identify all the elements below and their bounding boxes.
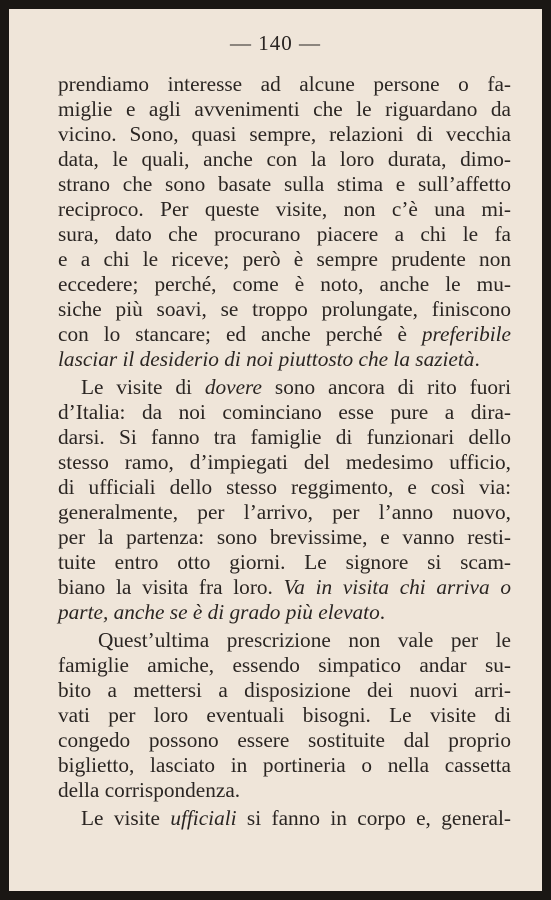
body-text [9, 9, 542, 891]
text-line [58, 575, 511, 600]
italic-text: preferibile [421, 322, 511, 346]
paragraph-first-line: Quest’ultima prescrizione non vale per le [98, 628, 511, 652]
text-line: data, le quali, anche con la loro durata, dimo- [58, 147, 511, 171]
book-page [9, 9, 542, 891]
italic-text: parte, anche se è di grado più elevato [58, 600, 380, 624]
text-line [58, 322, 511, 347]
text-line: reciproco. Per queste visite, non c’è una mi- [58, 197, 511, 221]
text-span: . [379, 600, 386, 624]
text-span: con lo stancare; ed anche perché è [58, 322, 422, 346]
italic-text: lasciar il desiderio di noi piuttosto che la sazietà [58, 347, 475, 371]
italic-text: Va in visita chi arriva o [283, 575, 511, 599]
text-span: . [474, 347, 480, 371]
text-line: della corrispondenza. [58, 778, 241, 802]
italic-text: dovere [204, 375, 263, 399]
text-line: generalmente, per l’arrivo, per l’anno nuovo, [58, 500, 511, 524]
text-line: famiglie amiche, essendo simpatico andar su- [58, 653, 511, 677]
text-line [58, 347, 511, 372]
text-line: sura, dato che procurano piacere a chi le fa [58, 222, 511, 246]
paragraph-first-line [81, 806, 511, 831]
text-line: e a chi le riceve; però è sempre prudente non [58, 247, 511, 271]
paragraph-first-line [81, 375, 511, 400]
text-line [58, 600, 511, 625]
text-line: stesso ramo, d’impiegati del medesimo ufficio, [58, 450, 511, 474]
page-number-header: — 140 — [230, 31, 321, 55]
text-span: biano la visita fra loro. [58, 575, 284, 599]
text-line: vicino. Sono, quasi sempre, relazioni di vecchia [58, 122, 511, 146]
text-span: sono ancora di rito fuori [262, 375, 512, 399]
text-line: siche più soavi, se troppo prolungate, finiscono [58, 297, 511, 321]
text-line: congedo possono essere sostituite dal proprio [58, 728, 511, 752]
text-line: prendiamo interesse ad alcune persone o fa- [58, 72, 511, 96]
text-line: miglie e agli avvenimenti che le riguardano da [58, 97, 511, 121]
text-span: Le visite [81, 806, 171, 830]
text-line: eccedere; perché, come è noto, anche le mu- [58, 272, 511, 296]
text-line: strano che sono basate sulla stima e sull’affetto [58, 172, 511, 196]
text-line: di ufficiali dello stesso reggimento, e così via: [58, 475, 511, 499]
text-line: tuite entro otto giorni. Le signore si scam- [58, 550, 511, 574]
text-span: si fanno in corpo e, general- [236, 806, 511, 830]
italic-text: ufficiali [170, 806, 237, 830]
text-line: per la partenza: sono brevissime, e vanno resti- [58, 525, 511, 549]
text-line: bito a mettersi a disposizione dei nuovi arri- [58, 678, 511, 702]
text-line: biglietto, lasciato in portineria o nella cassetta [58, 753, 511, 777]
text-line: vati per loro eventuali bisogni. Le visite di [58, 703, 511, 727]
text-line: d’Italia: da noi cominciano esse pure a dira- [58, 400, 511, 424]
text-span: Le visite di [81, 375, 205, 399]
text-line: darsi. Si fanno tra famiglie di funzionari dello [58, 425, 511, 449]
